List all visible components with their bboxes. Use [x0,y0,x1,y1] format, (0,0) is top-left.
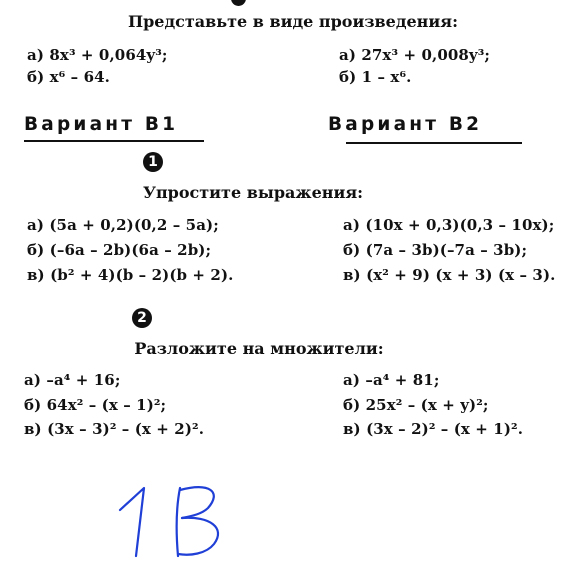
item-label: б) [339,68,357,86]
item-expression: –a⁴ + 81; [365,371,440,389]
task1-left-c [27,266,233,284]
item-label: а) [27,216,45,234]
item-expression: (–6a – 2b)(6a – 2b); [49,241,212,259]
variant-b2-underline [346,142,522,144]
task1-left-a [27,216,219,234]
top-task-left-a [27,46,168,64]
item-expression: (7a – 3b)(–7a – 3b); [365,241,528,259]
variant-b1-underline [24,140,204,142]
task2-left-b [24,396,166,414]
task1-left-b [27,241,211,259]
item-expression: 1 – x⁶. [361,68,412,86]
top-task-left-b [27,68,110,86]
item-expression: (5a + 0,2)(0,2 – 5a); [49,216,219,234]
item-label: б) [27,68,45,86]
variant-b2-title: Вариант В2 [328,114,483,135]
task2-left-c [24,420,204,438]
task2-right-a [343,371,439,389]
top-task-right-a [339,46,490,64]
item-label: в) [27,266,45,284]
item-expression: 25x² – (x + y)²; [365,396,489,414]
item-expression: (3x – 2)² – (x + 1)². [366,420,524,438]
item-label: а) [27,46,45,64]
item-label: а) [343,216,361,234]
item-label: в) [343,266,361,284]
item-label: а) [24,371,42,389]
item-label: в) [343,420,361,438]
item-expression: 27x³ + 0,008y³; [361,46,491,64]
task1-heading: Упростите выражения: [142,183,364,202]
task2-left-a [24,371,120,389]
task1-number-circle: 1 [143,152,163,172]
item-label: б) [343,241,361,259]
item-label: а) [339,46,357,64]
item-expression: (3x – 3)² – (x + 2)². [47,420,205,438]
item-expression: 8x³ + 0,064y³; [49,46,168,64]
task1-right-c [343,266,556,284]
item-label: а) [343,371,361,389]
variant-b1-title: Вариант В1 [24,114,179,135]
item-expression: 64x² – (x – 1)²; [46,396,167,414]
item-label: б) [343,396,361,414]
top-task-right-b [339,68,411,86]
task1-right-b [343,241,527,259]
handwriting-1v-drawing [110,478,250,558]
top-task-heading: Представьте в виде произведения: [128,12,458,31]
item-label: б) [27,241,45,259]
item-expression: (10x + 0,3)(0,3 – 10x); [365,216,555,234]
item-expression: (b² + 4)(b – 2)(b + 2). [50,266,234,284]
item-label: в) [24,420,42,438]
task2-number-circle: 2 [132,308,152,328]
item-expression: (x² + 9) (x + 3) (x – 3). [366,266,556,284]
item-expression: –a⁴ + 16; [46,371,121,389]
item-label: б) [24,396,42,414]
handwritten-annotation [110,478,250,562]
task2-heading: Разложите на множители: [134,339,384,358]
task1-right-a [343,216,554,234]
task2-right-c [343,420,523,438]
item-expression: x⁶ – 64. [49,68,110,86]
task-number-circle-top [231,0,246,6]
task2-right-b [343,396,489,414]
